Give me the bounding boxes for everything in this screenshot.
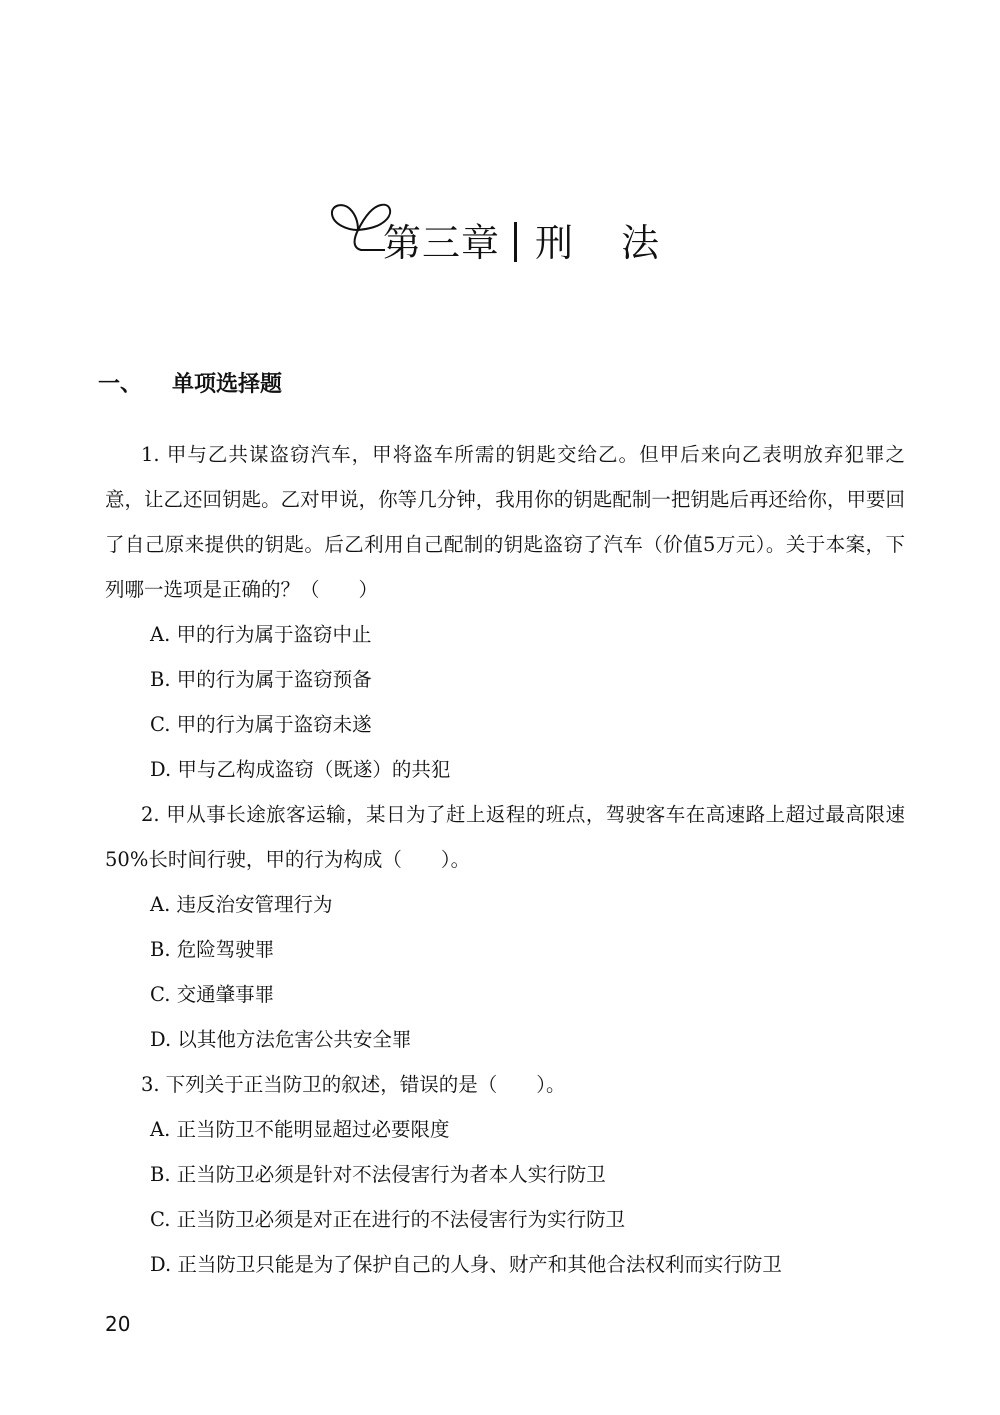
- section-title: 单项选择题: [172, 372, 283, 397]
- option-b: B. 危险驾驶罪: [150, 938, 275, 961]
- option-a: A. 甲的行为属于盗窃中止: [150, 623, 372, 646]
- option-d: D. 正当防卫只能是为了保护自己的人身、财产和其他合法权利而实行防卫: [150, 1253, 782, 1276]
- chapter-title: [383, 220, 707, 266]
- option-c: C. 交通肇事罪: [150, 983, 275, 1006]
- question-list: [105, 432, 905, 1287]
- option-b: B. 正当防卫必须是针对不法侵害行为者本人实行防卫: [150, 1163, 606, 1186]
- chapter-divider: [514, 222, 517, 262]
- option-d: D. 以其他方法危害公共安全罪: [150, 1028, 412, 1051]
- option-d: D. 甲与乙构成盗窃（既遂）的共犯: [150, 758, 451, 781]
- question-1: [105, 432, 905, 792]
- question-2: [105, 792, 905, 1062]
- question-stem: 3. 下列关于正当防卫的叙述，错误的是（ ）。: [141, 1073, 566, 1096]
- question-stem: 2. 甲从事长途旅客运输，某日为了赶上返程的班点，驾驶客车在高速路上超过最高限速50%长时间行驶，甲的行为构成（ ）。: [105, 803, 905, 871]
- option-c: C. 甲的行为属于盗窃未遂: [150, 713, 372, 736]
- option-a: A. 正当防卫不能明显超过必要限度: [150, 1118, 450, 1141]
- chapter-header: [325, 190, 708, 280]
- chapter-number: 第三章: [383, 221, 501, 265]
- option-b: B. 甲的行为属于盗窃预备: [150, 668, 372, 691]
- section-heading: [98, 367, 282, 398]
- option-a: A. 违反治安管理行为: [150, 893, 333, 916]
- question-3: [105, 1062, 905, 1287]
- question-stem: 1. 甲与乙共谋盗窃汽车，甲将盗车所需的钥匙交给乙。但甲后来向乙表明放弃犯罪之意，让乙还回钥匙。乙对甲说，你等几分钟，我用你的钥匙配制一把钥匙后再还给你，甲要回了自己原来提供的钥匙。后乙利用自己配制的钥匙盗窃了汽车（价值5万元）。关于本案，下列哪一选项是正确的？（ ）: [105, 443, 905, 601]
- section-number: 一、: [98, 372, 143, 397]
- option-c: C. 正当防卫必须是对正在进行的不法侵害行为实行防卫: [150, 1208, 626, 1231]
- chapter-subject: 刑法: [535, 221, 708, 265]
- page-number: 20: [105, 1312, 131, 1336]
